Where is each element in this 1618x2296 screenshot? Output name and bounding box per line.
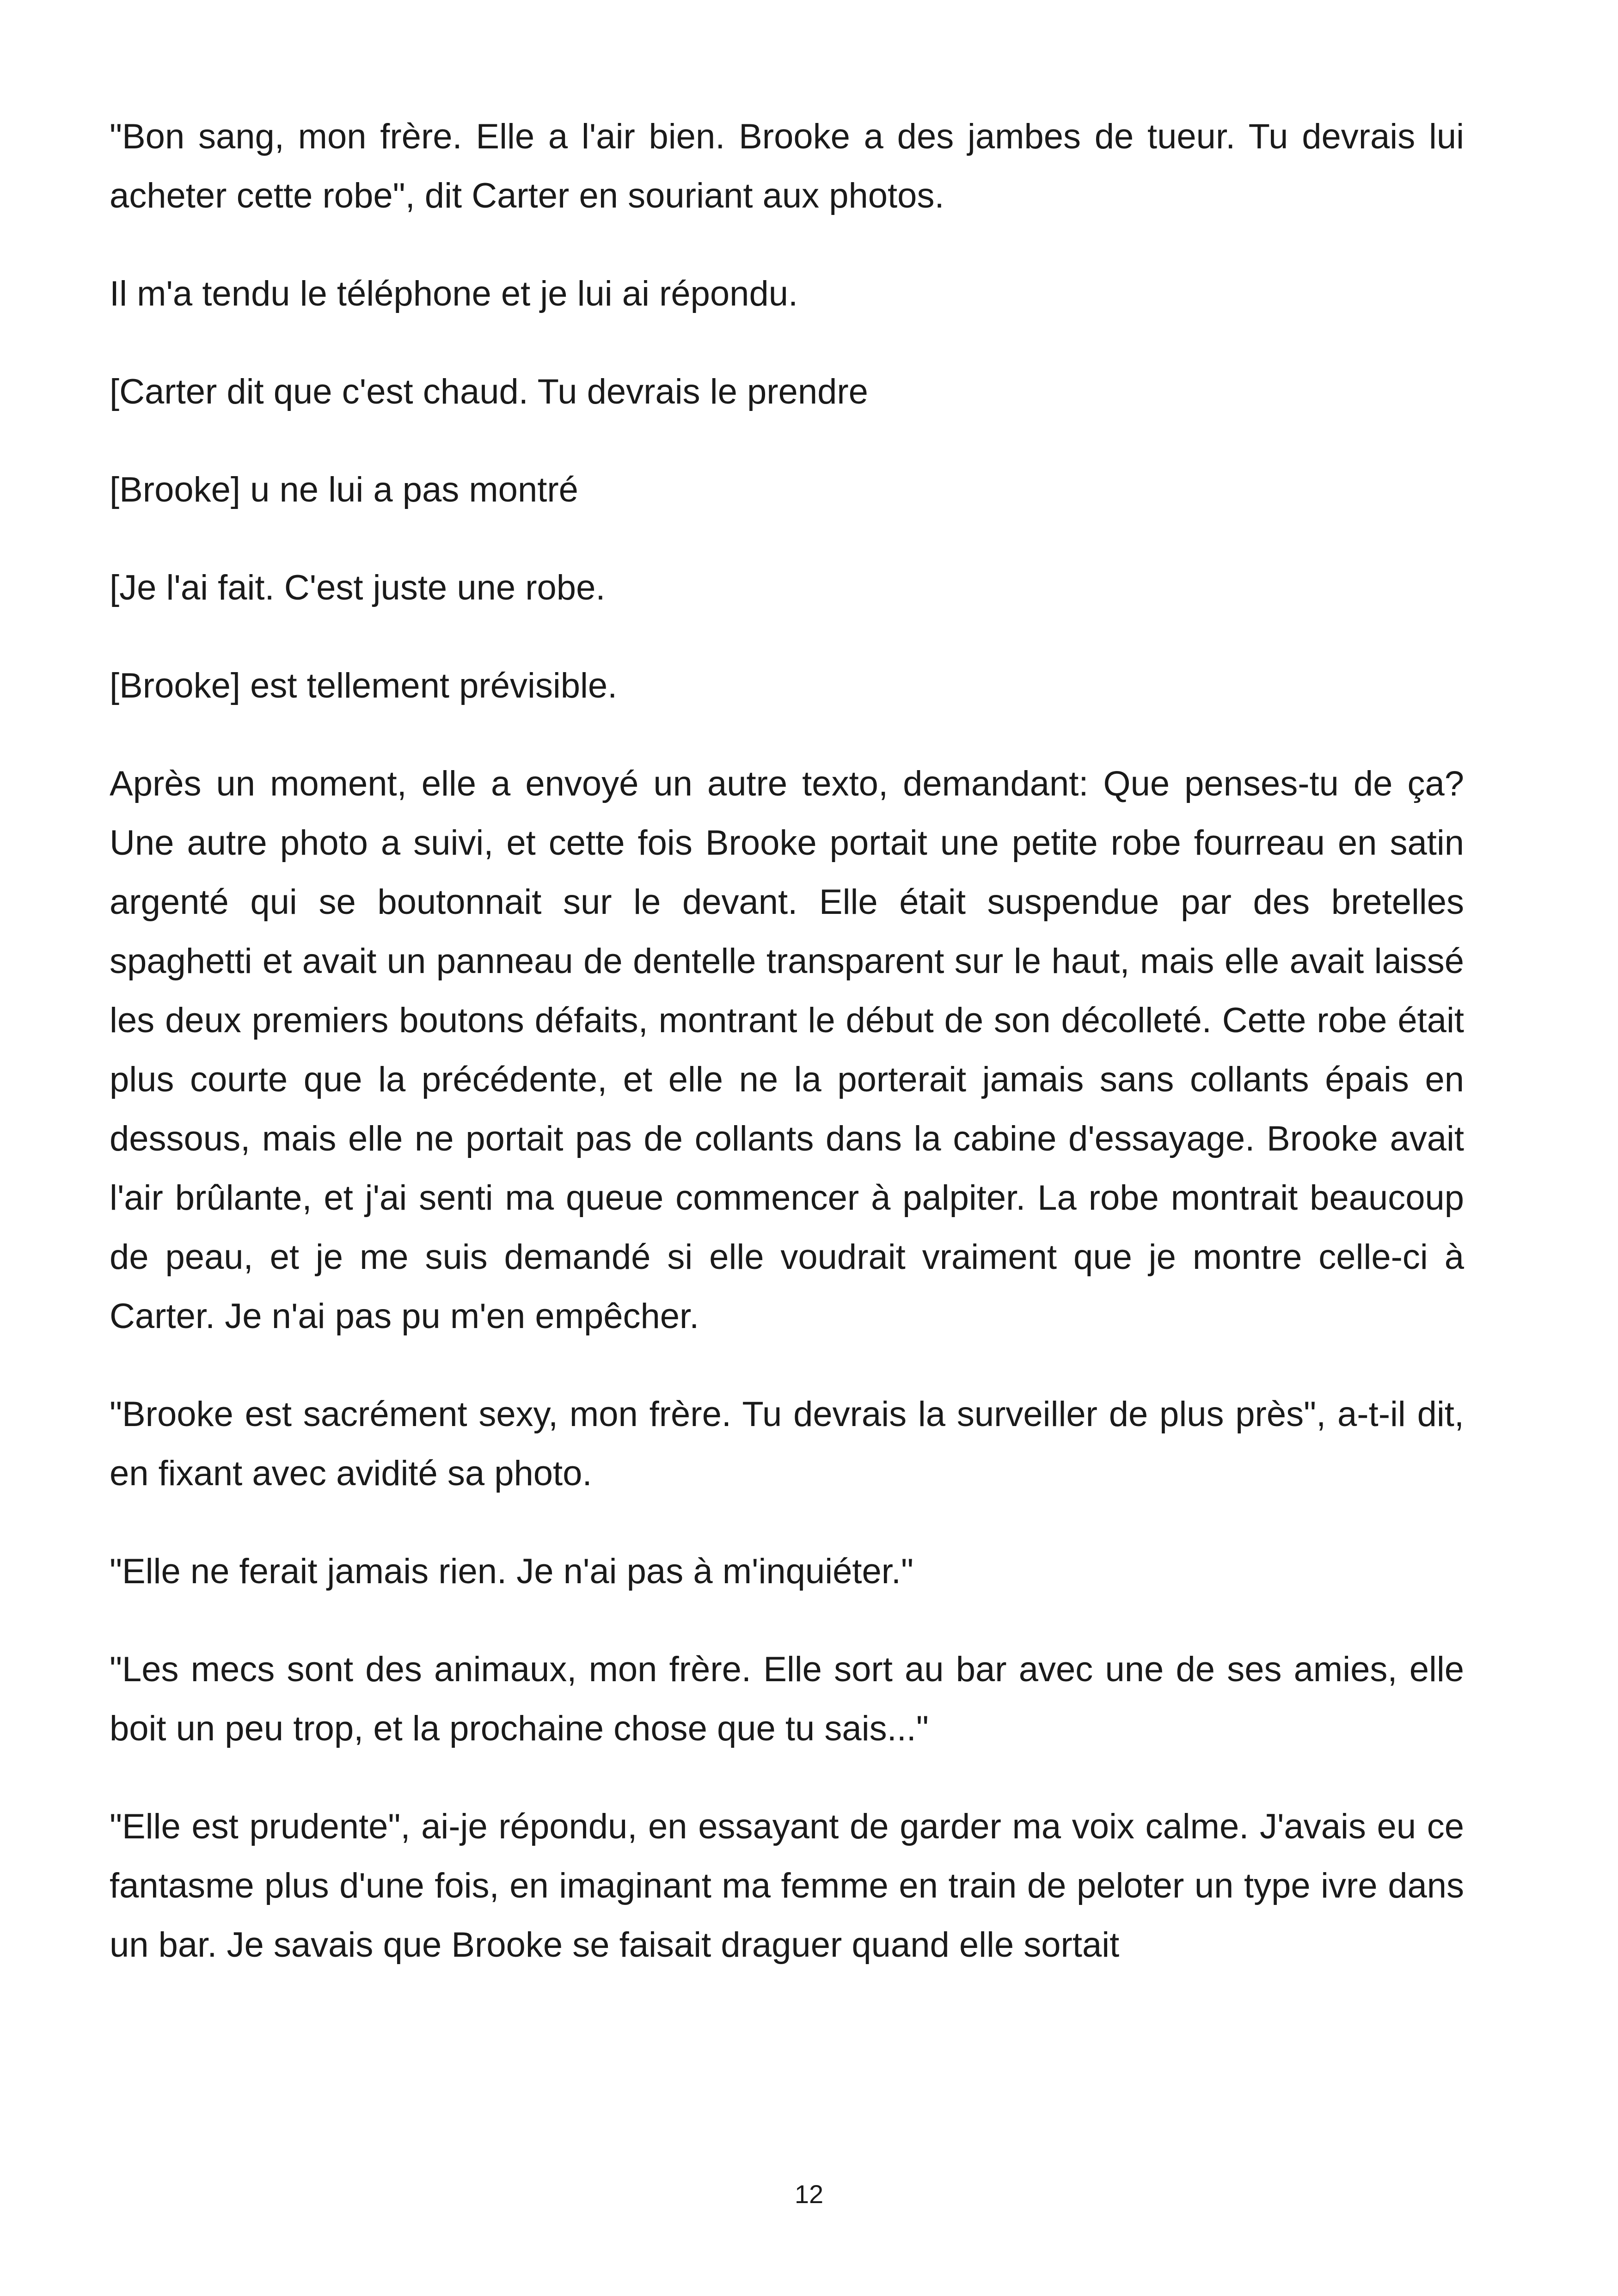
paragraph: "Brooke est sacrément sexy, mon frère. Tu devrais la surveiller de plus près", a-t-il dit, en fixant avec avidité sa photo. [110,1395,1464,1493]
paragraph: "Elle ne ferait jamais rien. Je n'ai pas à m'inquiéter." [110,1552,913,1591]
paragraph: Après un moment, elle a envoyé un autre texto, demandant: Que penses-tu de ça? Une autre photo a suivi, et cette fois Brooke portait une petite robe fourreau en satin argenté qui se boutonnait sur le devant. Elle était suspendue par des bretelles spaghetti et avait un panneau de dentelle transparent sur le haut, mais elle avait laissé les deux premiers boutons défaits, montrant le début de son décolleté. Cette robe était plus courte que la précédente, et elle ne la porterait jamais sans collants épais en dessous, mais elle ne portait pas de collants dans la cabine d'essayage. Brooke avait l'air brûlante, et j'ai senti ma queue commencer à palpiter. La robe montrait beaucoup de peau, et je me suis demandé si elle voudrait vraiment que je montre celle-ci à Carter. Je n'ai pas pu m'en empêcher. [110,764,1464,1336]
paragraph: "Elle est prudente", ai-je répondu, en essayant de garder ma voix calme. J'avais eu ce fantasme plus d'une fois, en imaginant ma femme en train de peloter un type ivre dans un bar. Je savais que Brooke se faisait draguer quand elle sortait [110,1807,1464,1965]
paragraph: [Brooke] u ne lui a pas montré [110,470,578,509]
body-text [110,107,1464,1975]
paragraph: Il m'a tendu le téléphone et je lui ai répondu. [110,274,798,313]
paragraph: "Bon sang, mon frère. Elle a l'air bien. Brooke a des jambes de tueur. Tu devrais lui acheter cette robe", dit Carter en souriant aux photos. [110,117,1464,215]
paragraph: [Brooke] est tellement prévisible. [110,666,618,705]
paragraph: [Carter dit que c'est chaud. Tu devrais le prendre [110,372,868,411]
paragraph: [Je l'ai fait. C'est juste une robe. [110,568,606,607]
paragraph: "Les mecs sont des animaux, mon frère. Elle sort au bar avec une de ses amies, elle boit un peu trop, et la prochaine chose que tu sais..." [110,1650,1464,1748]
page-number: 12 [794,2180,824,2209]
